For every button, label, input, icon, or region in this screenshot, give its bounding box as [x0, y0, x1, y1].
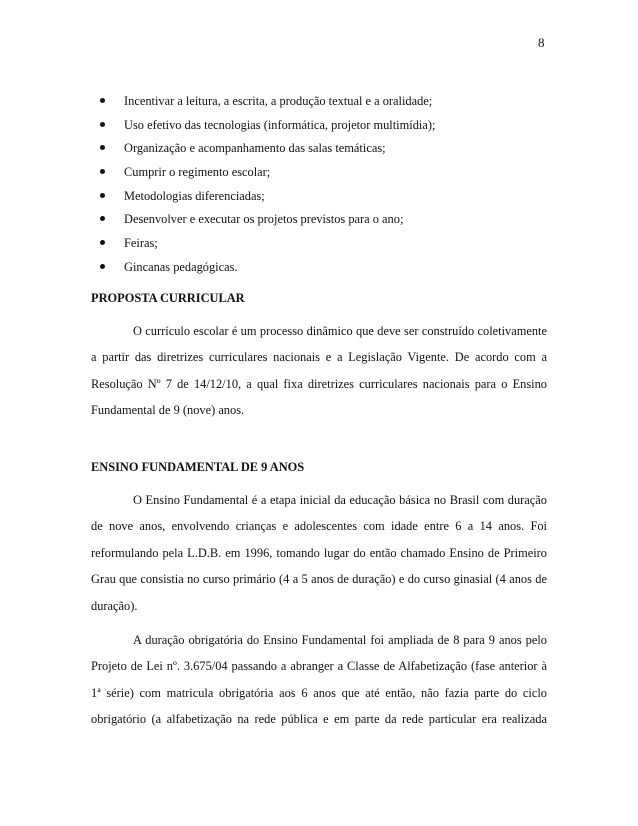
list-item: [92, 117, 435, 141]
page-number: 8: [538, 35, 545, 50]
bullet-icon: [100, 193, 105, 198]
bullet-icon: [100, 216, 105, 221]
paragraph-line: 1ª série) com matricula obrigatória aos 6 anos que até então, não fazia parte do ciclo: [91, 685, 547, 700]
section-heading-proposta-curricular: PROPOSTA CURRICULAR: [91, 291, 245, 305]
bullet-icon: [100, 122, 105, 127]
paragraph-line: a partir das diretrizes curriculares nacionais e a Legislação Vigente. De acordo com a: [91, 350, 547, 365]
bullet-icon: [100, 98, 105, 103]
list-item: [92, 93, 435, 117]
list-item-text: Uso efetivo das tecnologias (informática, projetor multimídia);: [124, 117, 436, 132]
list-item-text: Metodologias diferenciadas;: [124, 188, 265, 203]
list-item: [92, 259, 435, 283]
list-item-text: Incentivar a leitura, a escrita, a produção textual e a oralidade;: [124, 94, 433, 108]
list-item-text: Desenvolver e executar os projetos previstos para o ano;: [124, 212, 404, 227]
paragraph-ensino-fundamental-2: [91, 627, 547, 733]
paragraph-line: Projeto de Lei nº. 3.675/04 passando a abranger a Classe de Alfabetização (fase anterior à: [91, 659, 547, 674]
list-item: [92, 140, 435, 164]
paragraph-line: Fundamental de 9 (nove) anos.: [91, 403, 245, 418]
list-item-text: Feiras;: [124, 236, 158, 251]
paragraph-line: Grau que consistia no curso primário (4 a 5 anos de duração) e do curso ginasial (4 anos de: [91, 572, 547, 587]
paragraph-line: duração).: [91, 598, 138, 613]
bullet-icon: [100, 240, 105, 245]
bullet-icon: [100, 145, 105, 150]
paragraph-proposta-curricular: [91, 318, 547, 424]
list-item: [92, 235, 435, 259]
paragraph-line: obrigatório (a alfabetização na rede pública e em parte da rede particular era realizada: [91, 712, 547, 727]
bullet-icon: [100, 169, 105, 174]
paragraph-line: O currículo escolar é um processo dinâmico que deve ser construído coletivamente: [133, 324, 547, 338]
bullet-list: [92, 93, 435, 283]
list-item: [92, 188, 435, 212]
list-item-text: Cumprir o regimento escolar;: [124, 165, 271, 180]
section-heading-ensino-fundamental: ENSINO FUNDAMENTAL DE 9 ANOS: [91, 460, 305, 474]
list-item-text: Organização e acompanhamento das salas temáticas;: [124, 141, 386, 156]
bullet-icon: [100, 264, 105, 269]
paragraph-line: de nove anos, envolvendo crianças e adolescentes com idade entre 6 a 14 anos. Foi: [91, 519, 547, 534]
paragraph-line: Resolução Nº 7 de 14/12/10, a qual fixa diretrizes curriculares nacionais para o Ensino: [91, 376, 547, 391]
paragraph-line: A duração obrigatória do Ensino Fundamental foi ampliada de 8 para 9 anos pelo: [133, 633, 547, 647]
paragraph-line: O Ensino Fundamental é a etapa inicial da educação básica no Brasil com duração: [133, 493, 547, 507]
list-item-text: Gincanas pedagógicas.: [124, 259, 238, 274]
paragraph-ensino-fundamental-1: [91, 487, 547, 619]
list-item: [92, 211, 435, 235]
list-item: [92, 164, 435, 188]
paragraph-line: reformulando pela L.D.B. em 1996, tomando lugar do então chamado Ensino de Primeiro: [91, 545, 547, 560]
